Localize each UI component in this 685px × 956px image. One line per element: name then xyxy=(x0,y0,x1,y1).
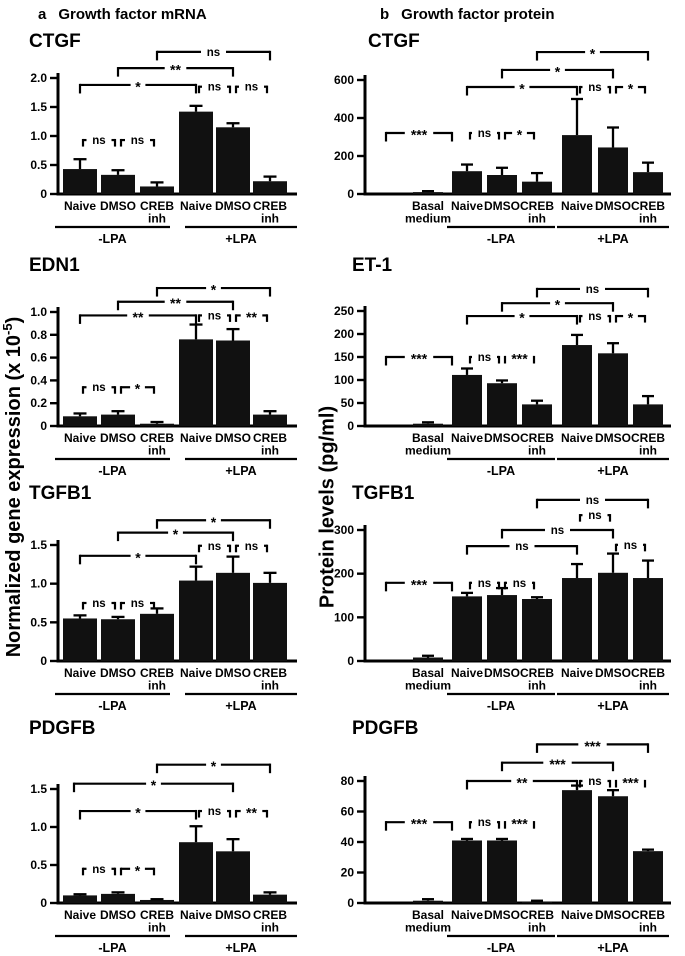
significance-label: ** xyxy=(132,308,144,325)
bar xyxy=(413,192,443,194)
significance-label: ns xyxy=(130,598,145,610)
significance-label: *** xyxy=(511,815,528,832)
bar xyxy=(216,851,250,903)
bar xyxy=(633,851,663,903)
bar-label: DMSO xyxy=(215,431,251,445)
group-label: -LPA xyxy=(486,941,516,955)
bar xyxy=(63,895,97,903)
significance-label: ns xyxy=(130,135,145,148)
bar-label: DMSO xyxy=(484,666,520,680)
bar xyxy=(216,573,250,661)
y-axis-label-protein xyxy=(317,406,340,608)
bar-label: CREB xyxy=(252,199,288,213)
y-tick-label: 200 xyxy=(333,566,354,581)
significance-label: ns xyxy=(92,135,106,148)
panel-title: TGFB1 xyxy=(29,483,92,504)
bar-label: inh xyxy=(639,211,657,226)
y-tick-label: 400 xyxy=(333,111,354,125)
bar xyxy=(522,182,552,194)
bar-label: DMSO xyxy=(595,908,631,922)
y-tick-label: 1.5 xyxy=(30,100,47,114)
panel-mrna-ctgf xyxy=(29,31,297,246)
significance-label: * xyxy=(554,296,561,313)
bar-label: inh xyxy=(261,678,279,693)
group-label: -LPA xyxy=(98,941,127,955)
significance-label: *** xyxy=(584,737,601,754)
bar xyxy=(562,345,592,426)
panel-title: CTGF xyxy=(368,31,420,52)
bar xyxy=(522,599,552,661)
group-label: -LPA xyxy=(486,232,516,246)
significance-label: *** xyxy=(622,774,639,791)
significance-label: * xyxy=(519,309,525,326)
panel-protein-ctgf xyxy=(334,31,671,246)
header-b-title: Growth factor protein xyxy=(401,6,555,23)
bar xyxy=(452,596,482,661)
significance-label: ns xyxy=(244,540,259,553)
panel-title: CTGF xyxy=(29,31,81,52)
y-tick-label: 0 xyxy=(347,419,354,433)
significance-label: ** xyxy=(246,308,257,325)
y-tick-label: 0.4 xyxy=(30,373,47,388)
significance-label: ns xyxy=(515,541,529,554)
bar-label: DMSO xyxy=(595,199,631,213)
bar xyxy=(179,581,213,661)
y-axis-label-mrna-text: Normalized gene expression (x 10 xyxy=(2,334,25,658)
bar xyxy=(101,175,135,194)
y-tick-label: 20 xyxy=(340,865,354,880)
panel-title: EDN1 xyxy=(29,255,80,276)
group-label: -LPA xyxy=(98,464,127,478)
bar-label: DMSO xyxy=(484,199,520,213)
bar-label: inh xyxy=(148,443,166,458)
significance-label: * xyxy=(589,45,596,62)
y-tick-label: 200 xyxy=(333,327,354,341)
bar-label: inh xyxy=(528,920,546,935)
panel-title: ET-1 xyxy=(352,255,393,276)
bar xyxy=(63,416,97,426)
group-label: -LPA xyxy=(98,232,127,246)
bar-label: Naive xyxy=(450,431,484,445)
significance-label: * xyxy=(210,281,217,298)
bar xyxy=(140,424,174,426)
group-label: +LPA xyxy=(597,464,629,478)
bar xyxy=(140,186,174,194)
significance-label: * xyxy=(134,380,141,397)
bar-label: Naive xyxy=(63,908,97,922)
bar-label: DMSO xyxy=(595,666,631,680)
bar-label: Naive xyxy=(179,199,213,213)
bar-label: DMSO xyxy=(215,908,251,922)
bar xyxy=(452,171,482,194)
significance-label: ns xyxy=(585,494,600,507)
significance-label: * xyxy=(135,804,141,821)
significance-label: ** xyxy=(516,774,528,791)
significance-label: *** xyxy=(410,576,428,593)
significance-label: * xyxy=(516,126,523,143)
y-axis-label-protein-text: Protein levels (pg/ml) xyxy=(316,405,339,609)
significance-label: ns xyxy=(477,352,492,364)
bar-label: inh xyxy=(148,678,166,693)
bar-label: CREB xyxy=(252,431,288,445)
y-axis-label-mrna-suffix: ) xyxy=(2,316,25,324)
bar-label: Naive xyxy=(560,199,594,213)
bar-label: CREB xyxy=(519,908,555,922)
significance-label: ns xyxy=(477,817,492,830)
significance-label: ns xyxy=(92,863,106,876)
bar xyxy=(140,900,174,903)
y-tick-label: 0 xyxy=(347,654,354,668)
y-tick-label: 100 xyxy=(333,373,354,387)
y-tick-label: 0 xyxy=(40,419,47,433)
bar-label: inh xyxy=(148,920,166,935)
y-tick-label: 40 xyxy=(340,835,354,849)
bar-label: Basal xyxy=(411,431,445,445)
significance-label: ns xyxy=(207,806,222,819)
bar xyxy=(253,895,287,903)
bar-label: Naive xyxy=(560,431,594,445)
significance-label: ns xyxy=(207,310,222,323)
bar-label: DMSO xyxy=(100,666,136,680)
bar-label: DMSO xyxy=(100,199,136,213)
bar-label: CREB xyxy=(252,908,288,922)
bar-label: DMSO xyxy=(100,908,136,922)
y-tick-label: 0.8 xyxy=(30,327,47,342)
bar xyxy=(253,181,287,194)
significance-label: * xyxy=(134,862,141,879)
group-label: +LPA xyxy=(225,699,257,713)
panel-protein-pdgfb xyxy=(341,718,671,955)
significance-label: * xyxy=(210,513,217,530)
bar xyxy=(413,658,443,661)
bar-label: Naive xyxy=(450,666,484,680)
panel-title: PDGFB xyxy=(29,718,96,739)
bar xyxy=(63,169,97,194)
header-b xyxy=(380,6,555,23)
bar xyxy=(522,404,552,426)
significance-label: ns xyxy=(207,81,222,94)
group-label: +LPA xyxy=(225,941,257,955)
significance-label: * xyxy=(210,758,217,775)
bar-label: DMSO xyxy=(484,908,520,922)
group-label: +LPA xyxy=(597,941,629,955)
significance-label: ns xyxy=(477,128,492,141)
y-tick-label: 1.0 xyxy=(30,305,47,319)
bar-label: CREB xyxy=(630,666,666,680)
panel-title: TGFB1 xyxy=(352,483,415,504)
bar xyxy=(598,353,628,426)
header-a xyxy=(38,6,207,23)
y-tick-label: 60 xyxy=(340,804,354,819)
bar-label: Naive xyxy=(63,666,97,680)
bar-label: Naive xyxy=(560,908,594,922)
group-label: +LPA xyxy=(225,232,257,246)
significance-label: ns xyxy=(585,283,600,296)
y-tick-label: 1.5 xyxy=(30,538,47,552)
significance-label: * xyxy=(554,63,561,80)
significance-label: ns xyxy=(206,46,221,59)
bar-label: CREB xyxy=(519,666,555,680)
significance-label: * xyxy=(627,309,634,326)
y-tick-label: 100 xyxy=(333,610,354,625)
group-label: -LPA xyxy=(486,699,516,713)
significance-label: ns xyxy=(92,598,106,610)
bar xyxy=(452,375,482,426)
group-label: -LPA xyxy=(98,699,127,713)
bar-label: DMSO xyxy=(100,431,136,445)
bar-label: CREB xyxy=(139,666,175,680)
bar-label: CREB xyxy=(139,431,175,445)
significance-label: *** xyxy=(410,126,428,143)
header-b-letter: b xyxy=(380,6,390,23)
bar xyxy=(487,383,517,426)
panel-protein-tgfb1 xyxy=(334,483,671,713)
group-label: +LPA xyxy=(597,699,629,713)
significance-label: ** xyxy=(170,295,181,312)
bar xyxy=(598,796,628,903)
y-tick-label: 0 xyxy=(40,187,47,201)
bar xyxy=(101,619,135,661)
y-tick-label: 80 xyxy=(340,774,354,788)
y-tick-label: 250 xyxy=(333,304,354,318)
bar-label: Naive xyxy=(63,431,97,445)
bar xyxy=(413,424,443,426)
bar-label: inh xyxy=(528,211,546,226)
bar xyxy=(562,790,592,903)
bar xyxy=(253,583,287,661)
significance-label: ns xyxy=(588,776,602,788)
bar xyxy=(487,175,517,194)
bar-label: medium xyxy=(404,920,452,935)
bar xyxy=(598,573,628,661)
significance-label: ns xyxy=(550,525,565,537)
y-tick-label: 1.0 xyxy=(30,576,47,591)
significance-label: * xyxy=(135,78,141,95)
bar-label: Naive xyxy=(560,666,594,680)
bar-label: CREB xyxy=(139,199,175,213)
y-tick-label: 0 xyxy=(347,896,354,910)
bar-label: Naive xyxy=(450,199,484,213)
y-tick-label: 0.2 xyxy=(30,396,47,411)
y-tick-label: 200 xyxy=(333,149,354,163)
bar-label: Basal xyxy=(411,666,445,680)
significance-label: *** xyxy=(410,815,428,832)
bar xyxy=(101,415,135,426)
bar-label: Naive xyxy=(450,908,484,922)
bar-label: CREB xyxy=(630,431,666,445)
y-tick-label: 0.5 xyxy=(30,158,47,172)
bar-label: inh xyxy=(639,443,657,458)
bar-label: CREB xyxy=(630,908,666,922)
y-tick-label: 600 xyxy=(333,73,354,87)
bar-label: inh xyxy=(148,211,166,226)
bar-label: medium xyxy=(404,443,452,458)
bar-label: inh xyxy=(261,211,279,226)
significance-label: *** xyxy=(549,756,566,773)
bar xyxy=(101,894,135,903)
significance-label: ns xyxy=(244,81,259,94)
header-a-title: Growth factor mRNA xyxy=(58,6,207,23)
bar-label: medium xyxy=(404,211,452,226)
y-tick-label: 1.5 xyxy=(30,782,47,796)
bar-label: inh xyxy=(261,920,279,935)
y-tick-label: 0 xyxy=(40,896,47,910)
bar xyxy=(562,578,592,661)
panel-mrna-pdgfb xyxy=(29,718,297,955)
significance-label: ns xyxy=(477,577,492,590)
panel-protein-et1 xyxy=(334,255,671,478)
significance-label: * xyxy=(519,80,525,97)
bar xyxy=(216,127,250,194)
bar-label: inh xyxy=(528,443,546,458)
bar xyxy=(487,595,517,661)
y-tick-label: 0.5 xyxy=(30,858,47,872)
bar xyxy=(140,614,174,661)
bar-label: Basal xyxy=(411,908,445,922)
bar-label: Naive xyxy=(179,666,213,680)
header-a-letter: a xyxy=(38,6,47,23)
bar-label: medium xyxy=(404,678,452,693)
y-tick-label: 300 xyxy=(333,523,354,537)
y-tick-label: 0 xyxy=(347,187,354,201)
bar xyxy=(487,840,517,903)
panel-mrna-edn1 xyxy=(29,255,297,478)
significance-label: ns xyxy=(588,510,602,523)
significance-label: ** xyxy=(170,61,181,78)
bar-label: CREB xyxy=(139,908,175,922)
bar-label: DMSO xyxy=(484,431,520,445)
significance-label: ns xyxy=(512,577,527,590)
bar-label: DMSO xyxy=(215,666,251,680)
significance-label: ns xyxy=(588,311,602,324)
bar-label: inh xyxy=(261,443,279,458)
bar xyxy=(216,341,250,427)
significance-label: * xyxy=(172,526,179,543)
y-axis-label-mrna xyxy=(0,317,26,658)
bar-label: inh xyxy=(528,678,546,693)
significance-label: ns xyxy=(207,540,222,553)
significance-label: * xyxy=(627,80,634,97)
group-label: +LPA xyxy=(225,464,257,478)
y-tick-label: 50 xyxy=(340,396,354,410)
bar-label: Naive xyxy=(179,431,213,445)
bar xyxy=(633,404,663,426)
bar xyxy=(633,172,663,194)
significance-label: ns xyxy=(92,382,106,395)
bar-label: Naive xyxy=(63,199,97,213)
bar xyxy=(452,840,482,903)
significance-label: ns xyxy=(588,82,602,95)
y-axis-label-mrna-superscript: -5 xyxy=(0,323,16,335)
bar xyxy=(179,842,213,903)
bar-label: CREB xyxy=(252,666,288,680)
bar-label: inh xyxy=(639,920,657,935)
bar xyxy=(179,112,213,194)
y-tick-label: 0 xyxy=(40,654,47,668)
y-tick-label: 1.0 xyxy=(30,129,47,143)
significance-label: * xyxy=(135,549,141,566)
bar-label: DMSO xyxy=(215,199,251,213)
bar-label: inh xyxy=(639,678,657,693)
significance-label: * xyxy=(150,777,157,794)
significance-label: ns xyxy=(623,539,638,552)
panel-title: PDGFB xyxy=(352,718,419,739)
bar xyxy=(562,135,592,194)
bar-label: Naive xyxy=(179,908,213,922)
bar xyxy=(253,415,287,426)
bar-label: DMSO xyxy=(595,431,631,445)
bar xyxy=(633,578,663,661)
bar xyxy=(413,901,443,903)
group-label: +LPA xyxy=(597,232,629,246)
y-tick-label: 0.6 xyxy=(30,350,47,365)
y-tick-label: 150 xyxy=(333,350,354,364)
bar-label: CREB xyxy=(630,199,666,213)
group-label: -LPA xyxy=(486,464,516,478)
significance-label: *** xyxy=(410,350,428,367)
bar-label: CREB xyxy=(519,431,555,445)
significance-label: *** xyxy=(511,350,528,367)
significance-label: ** xyxy=(246,804,257,821)
bar xyxy=(598,147,628,194)
y-tick-label: 1.0 xyxy=(30,820,47,834)
bar-label: Basal xyxy=(411,199,445,213)
y-tick-label: 2.0 xyxy=(30,71,47,85)
bar-label: CREB xyxy=(519,199,555,213)
panel-mrna-tgfb1 xyxy=(29,483,297,713)
y-tick-label: 0.5 xyxy=(30,615,47,630)
bar xyxy=(63,618,97,661)
bar xyxy=(179,339,213,426)
